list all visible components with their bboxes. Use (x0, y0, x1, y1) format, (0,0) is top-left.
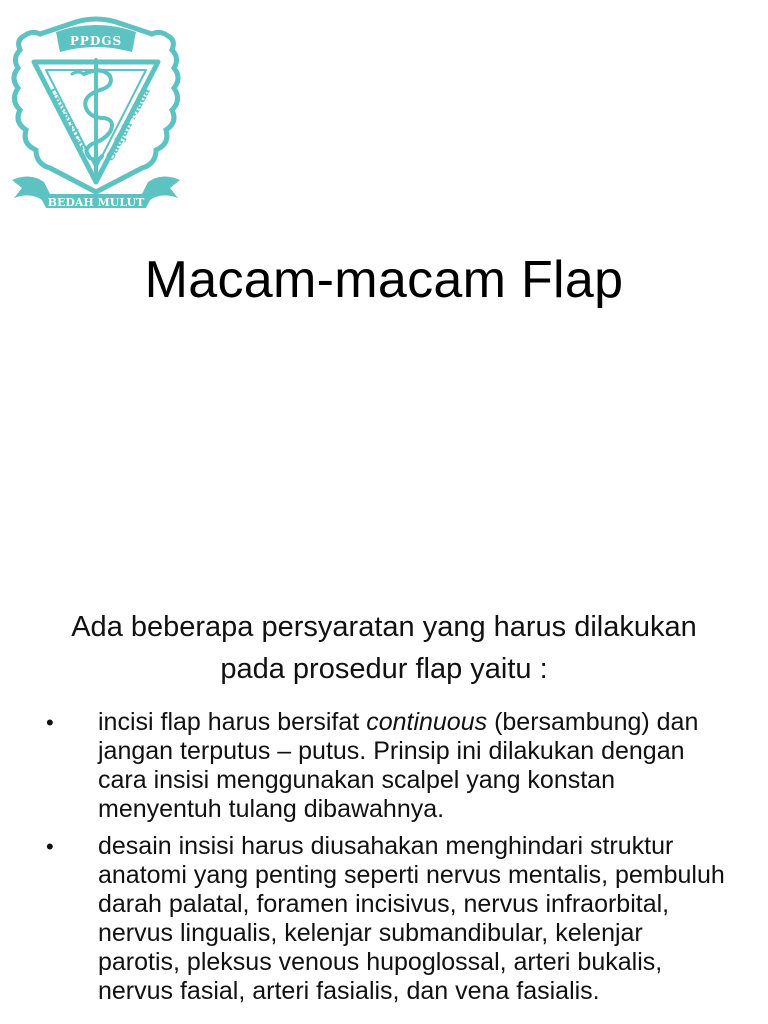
slide-title: Macam-macam Flap (144, 251, 624, 309)
bullet-list (0, 708, 768, 1014)
logo-ribbon-text: BEDAH MULUT (47, 196, 145, 209)
bullet-icon: • (46, 834, 54, 859)
bullet-text-before: incisi flap harus bersifat (98, 708, 367, 736)
slide-intro: Ada beberapa persyaratan yang harus dilakukan pada prosedur flap yaitu : (71, 611, 697, 685)
bullet-text-after: (bersambung) dan jangan terputus – putus. Prinsip ini dilakukan dengan cara insisi menggunakan scalpel yang konstan menyentuh tulang dibawahnya. (98, 708, 699, 823)
list-item (0, 832, 768, 1006)
bullet-text-emphasis: continuous (366, 708, 488, 736)
logo-top-text: PPDGS (69, 34, 123, 48)
ppdgs-logo (10, 12, 182, 212)
bullet-icon: • (46, 710, 54, 735)
bullet-text: desain insisi harus diusahakan menghindari struktur anatomi yang penting seperti nervus mentalis, pembuluh darah palatal, foramen incisivus, nervus infraorbital, nervus lingualis, kelenjar submandibular, kelenjar parotis, pleksus venous hupoglossal, arteri bukalis, nervus fasial, arteri fasialis, dan vena fasialis. (98, 832, 725, 1005)
logo-left-text: Universitas (45, 85, 90, 153)
logo-right-text: Gadjah Mada (103, 85, 153, 164)
list-item (0, 708, 768, 824)
